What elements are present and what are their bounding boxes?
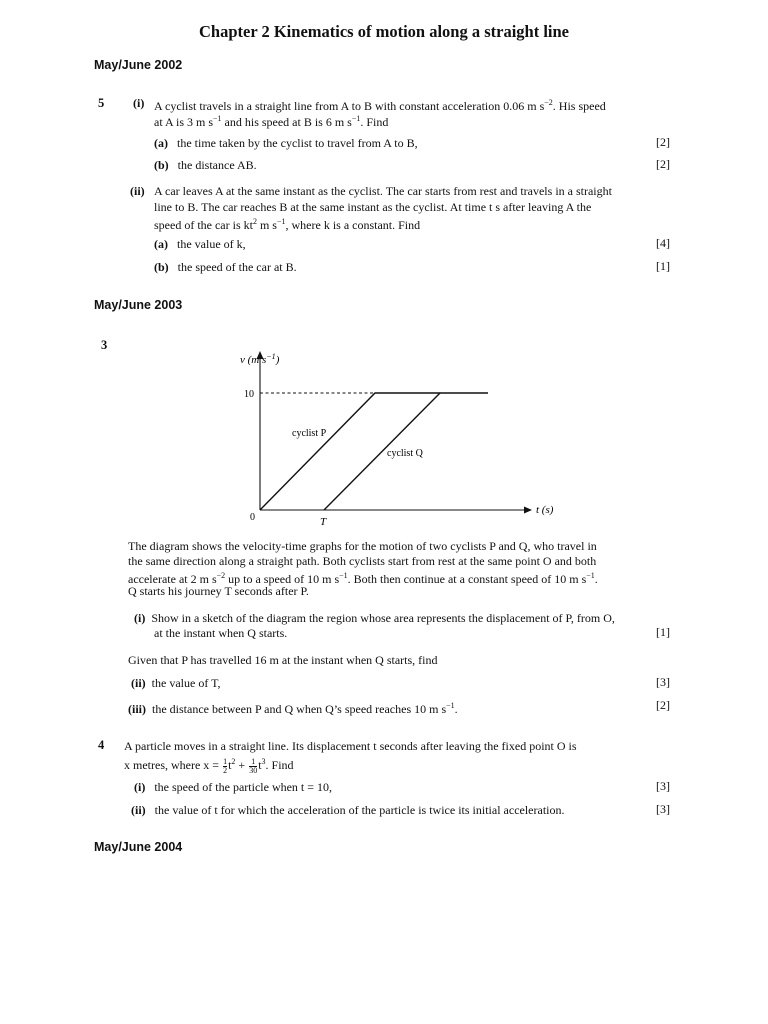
x-tick-t: T — [320, 516, 327, 528]
q5-part-i-text-2: at A is 3 m $s^{-1}$ and his speed at B is 6 m $s^{-1}$. Find — [154, 114, 389, 129]
cyclist-p-line — [260, 393, 488, 510]
q3-part-i-2: at the instant when Q starts. — [154, 626, 288, 640]
q5-part-ii-text-3: speed of the car is $kt^2$ m $s^{-1}$, where k is a constant. Find — [154, 217, 421, 232]
q3-paragraph-4: Q starts his journey T seconds after P. — [128, 584, 309, 598]
q3-part-iii: (iii) the distance between P and Q when Q’s speed reaches 10 m $s^{-1}$. — [128, 701, 458, 716]
q4-part-i: (i) the speed of the particle when t = 10, — [134, 780, 333, 794]
q5-part-ii-text-2: line to B. The car reaches B at the same instant as the cyclist. At time t s after leaving A the — [154, 200, 592, 214]
fraction-half: $\frac{1}{2}$ — [223, 756, 228, 775]
session-heading-2003: May/June 2003 — [94, 298, 183, 312]
q4-part-ii: (ii) the value of t for which the acceleration of the particle is twice its initial acceleration. — [131, 803, 565, 817]
mark: [2] — [656, 157, 670, 171]
question-number: 5 — [98, 96, 105, 110]
q4-text-2: x metres, where x = $\frac{1}{2}$ $t^2$ + $\frac{1}{30}$ $t^3$. Find — [124, 756, 294, 775]
cyclist-p-label: cyclist P — [292, 428, 327, 439]
q3-paragraph-1: The diagram shows the velocity-time graphs for the motion of two cyclists P and Q, who travel in — [128, 539, 597, 553]
mark: [3] — [656, 779, 670, 793]
origin-label: 0 — [250, 512, 255, 523]
q4-text-1: A particle moves in a straight line. Its displacement t seconds after leaving the fixed point O is — [124, 739, 577, 753]
q5-part-b: (b) the distance AB. — [154, 158, 257, 172]
y-tick-10: 10 — [244, 389, 254, 400]
q5-part-ii-b: (b) the speed of the car at B. — [154, 260, 297, 274]
velocity-time-graph — [230, 345, 554, 530]
question-number: 3 — [101, 338, 108, 352]
x-axis-label: t (s) — [536, 504, 554, 516]
y-axis-label: v (m $s^{-1}$) — [240, 352, 280, 366]
mark: [2] — [656, 135, 670, 149]
q5-part-ii-text: A car leaves A at the same instant as the cyclist. The car starts from rest and travels in a straight — [154, 184, 612, 198]
mark: [4] — [656, 236, 670, 250]
q5-part-ii-a: (a) the value of k, — [154, 237, 246, 251]
mark: [3] — [656, 675, 670, 689]
q3-paragraph-3: accelerate at 2 m $s^{-2}$ up to a speed of 10 m $s^{-1}$. Both then continue at a constant speed of 10 m $s^{-1}$. — [128, 571, 598, 586]
x-axis-arrow — [524, 507, 532, 514]
mark: [2] — [656, 698, 670, 712]
q3-paragraph-2: the same direction along a straight path. Both cyclists start from rest at the same point O and both — [128, 554, 597, 568]
session-heading-2004: May/June 2004 — [94, 840, 183, 854]
q3-part-ii: (ii) the value of T, — [131, 676, 221, 690]
question-number: 4 — [98, 738, 105, 752]
q3-given: Given that P has travelled 16 m at the instant when Q starts, find — [128, 653, 438, 667]
session-heading-2002: May/June 2002 — [94, 58, 183, 72]
mark: [1] — [656, 625, 670, 639]
mark: [1] — [656, 259, 670, 273]
page-title: Chapter 2 Kinematics of motion along a straight line — [198, 22, 570, 41]
q5-part-a: (a) the time taken by the cyclist to travel from A to B, — [154, 136, 418, 150]
q5-part-i-text: A cyclist travels in a straight line from A to B with constant acceleration 0.06 m $s^{-2}$. His speed — [154, 98, 606, 113]
q5-part-ii-label: (ii) — [130, 184, 145, 198]
fraction-one-thirtieth: $\frac{1}{30}$ — [249, 756, 258, 775]
cyclist-q-label: cyclist Q — [387, 448, 423, 459]
q5-part-i-label: (i) — [133, 96, 145, 110]
q3-part-i: (i) Show in a sketch of the diagram the region whose area represents the displacement of P, from O, — [134, 611, 615, 625]
mark: [3] — [656, 802, 670, 816]
